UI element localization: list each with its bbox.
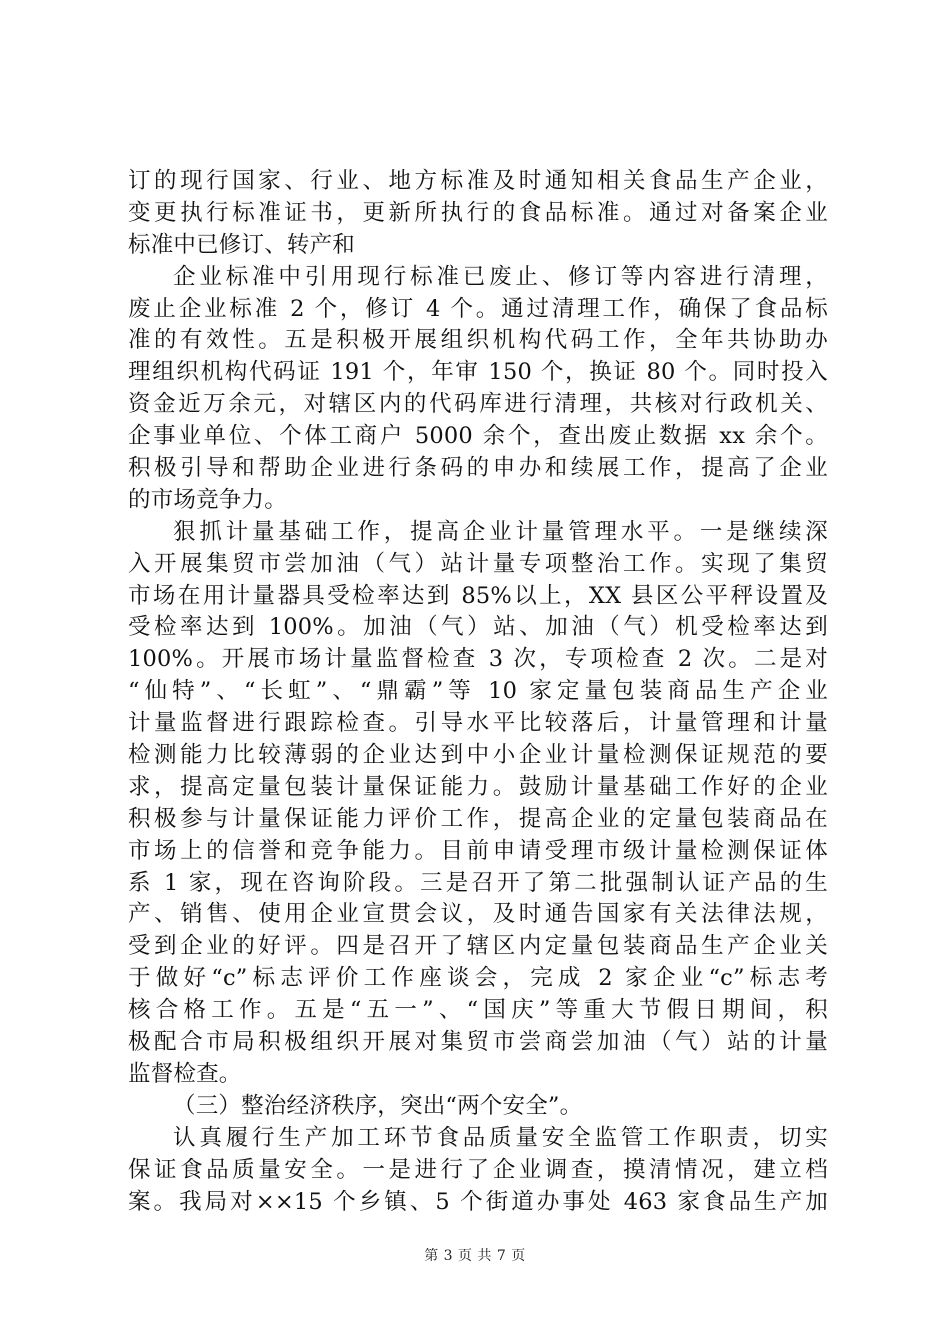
text-line: 积极引导和帮助企业进行条码的申办和续展工作，提高了企业 bbox=[128, 455, 828, 482]
text-line: 订的现行国家、行业、地方标准及时通知相关食品生产企业， bbox=[128, 168, 828, 194]
text-line: 废止企业标准 2 个，修订 4 个。通过清理工作，确保了食品标 bbox=[128, 295, 828, 322]
text-line: 求，提高定量包装计量保证能力。鼓励计量基础工作好的企业 bbox=[128, 773, 828, 800]
text-line: （三）整治经济秩序，突出“两个安全”。 bbox=[173, 1092, 583, 1119]
text-line: 市场在用计量器具受检率达到 85%以上，XX 县区公平秤设置及 bbox=[128, 582, 828, 609]
text-line: 检测能力比较薄弱的企业达到中小企业计量检测保证规范的要 bbox=[128, 742, 828, 769]
text-line: 准的有效性。五是积极开展组织机构代码工作，全年共协助办 bbox=[128, 327, 828, 354]
page-number-footer: 第 3 页 共 7 页 bbox=[424, 1248, 526, 1264]
text-line: 企业标准中引用现行标准已废止、修订等内容进行清理， bbox=[173, 263, 828, 290]
text-line: 受到企业的好评。四是召开了辖区内定量包装商品生产企业关 bbox=[128, 933, 828, 960]
text-line: 极配合市局积极组织开展对集贸市尝商尝加油（气）站的计量 bbox=[128, 1029, 828, 1056]
text-line: 100%。开展市场计量监督检查 3 次，专项检查 2 次。二是对 bbox=[128, 646, 828, 673]
text-line: 案。我局对××15 个乡镇、5 个街道办事处 463 家食品生产加 bbox=[128, 1188, 828, 1215]
text-line: 狠抓计量基础工作，提高企业计量管理水平。一是继续深 bbox=[173, 518, 828, 545]
text-line: 产、销售、使用企业宣贯会议，及时通告国家有关法律法规， bbox=[128, 901, 828, 928]
text-line: 市场上的信誉和竞争能力。目前申请受理市级计量检测保证体 bbox=[128, 837, 828, 864]
text-line: 监督检查。 bbox=[128, 1060, 242, 1087]
text-line: “仙特”、“长虹”、“鼎霸”等 10 家定量包装商品生产企业 bbox=[128, 678, 828, 705]
text-line: 理组织机构代码证 191 个，年审 150 个，换证 80 个。同时投入 bbox=[128, 359, 828, 386]
text-line: 系 1 家，现在咨询阶段。三是召开了第二批强制认证产品的生 bbox=[128, 869, 828, 896]
text-line: 计量监督进行跟踪检查。引导水平比较落后，计量管理和计量 bbox=[128, 710, 828, 737]
text-line: 积极参与计量保证能力评价工作，提高企业的定量包装商品在 bbox=[128, 805, 828, 832]
text-line: 企事业单位、个体工商户 5000 余个，查出废止数据 xx 余个。 bbox=[128, 423, 828, 450]
text-line: 受检率达到 100%。加油（气）站、加油（气）机受检率达到 bbox=[128, 614, 828, 641]
text-line: 于做好“c”标志评价工作座谈会，完成 2 家企业“c”标志考 bbox=[128, 965, 828, 992]
text-line: 保证食品质量安全。一是进行了企业调查，摸清情况，建立档 bbox=[128, 1156, 828, 1183]
text-line: 标准中已修订、转产和 bbox=[128, 231, 356, 258]
text-line: 认真履行生产加工环节食品质量安全监管工作职责，切实 bbox=[173, 1124, 828, 1151]
text-line: 核合格工作。五是“五一”、“国庆”等重大节假日期间，积 bbox=[128, 997, 828, 1024]
text-line: 资金近万余元，对辖区内的代码库进行清理，共核对行政机关、 bbox=[128, 391, 828, 418]
text-line: 的市场竞争力。 bbox=[128, 486, 287, 513]
document-body bbox=[128, 166, 828, 1218]
text-line: 入开展集贸市尝加油（气）站计量专项整治工作。实现了集贸 bbox=[128, 550, 828, 577]
text-line: 变更执行标准证书，更新所执行的食品标准。通过对备案企业 bbox=[128, 199, 828, 226]
